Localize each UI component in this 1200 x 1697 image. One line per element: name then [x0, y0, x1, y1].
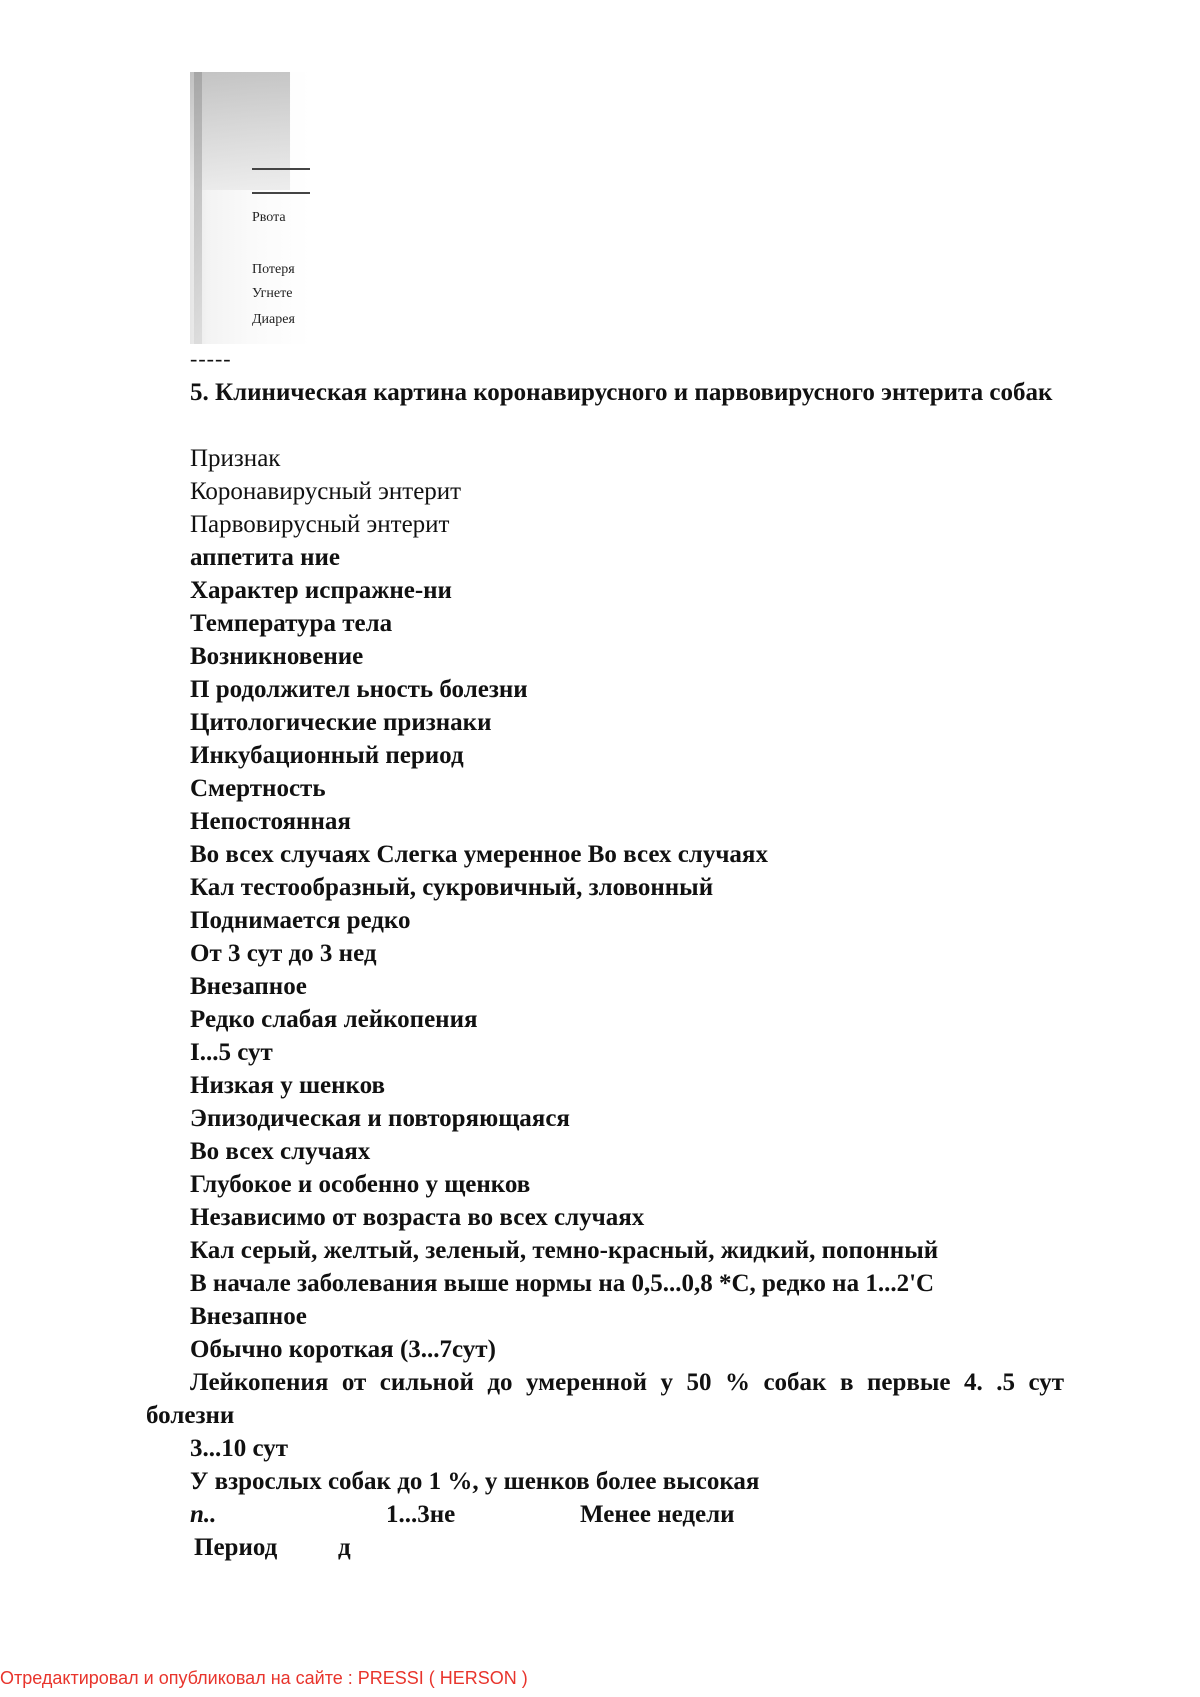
text-line: Коронавирусный энтерит [190, 478, 462, 505]
table-cell: д [338, 1534, 351, 1561]
section-heading: 5. Клиническая картина коронавирусного и парвовирусного энтерита собак [190, 379, 1053, 406]
publisher-footer: Отредактировал и опубликовал на сайте : PRESSI ( HERSON ) [0, 1668, 528, 1688]
text-line: Лейкопения от сильной до умеренной у 50 % собак в первые 4. .5 сут болезни [146, 1369, 1064, 1429]
text-line: В начале заболевания выше нормы на 0,5...0,8 *С, редко на 1...2'С [190, 1270, 935, 1297]
text-line: От 3 сут до 3 нед [190, 940, 377, 967]
text-line: Внезапное [190, 973, 307, 1000]
text-line: П родолжител ьность болезни [190, 676, 528, 703]
table-cell: п.. [190, 1501, 217, 1528]
text-line: Цитологические признаки [190, 709, 492, 736]
scan-shadow [190, 72, 290, 190]
text-line: Низкая у шенков [190, 1072, 386, 1099]
text-line: Температура тела [190, 610, 393, 637]
text-lines [146, 442, 1070, 1564]
text-line: I...5 сут [190, 1039, 273, 1066]
text-line: Непостоянная [190, 808, 351, 835]
scan-edge [194, 72, 202, 344]
separator: ----- [190, 346, 232, 371]
scan-cell: Диарея [252, 312, 295, 327]
table-row [190, 1531, 1070, 1564]
text-line: аппетита ние [190, 544, 340, 571]
text-line: Парвовирусный энтерит [190, 511, 450, 538]
scanned-table-fragment [190, 72, 310, 344]
scan-cell: Потеря [252, 262, 295, 277]
text-line: Во всех случаях Слегка умеренное Во всех случаях [190, 841, 768, 868]
table-cell: 1...3не [386, 1501, 456, 1528]
table-cell: Период [194, 1534, 278, 1561]
text-line: 3...10 сут [190, 1435, 289, 1462]
text-line: У взрослых собак до 1 %, у шенков более высокая [190, 1468, 760, 1495]
text-line: Во всех случаях [190, 1138, 371, 1165]
text-line: Кал серый, желтый, зеленый, темно-красный, жидкий, попонный [190, 1237, 939, 1264]
text-line: Характер испражне-ни [190, 577, 452, 604]
text-line: Обычно короткая (3...7сут) [190, 1336, 496, 1363]
table-rule [252, 192, 310, 194]
text-line: Кал тестообразный, сукровичный, зловонный [190, 874, 714, 901]
scan-cell: Рвота [252, 210, 286, 225]
text-line: Возникновение [190, 643, 364, 670]
table-rule [252, 168, 310, 170]
text-line: Признак [190, 445, 281, 472]
table-row [190, 1498, 1070, 1531]
text-line: Редко слабая лейкопения [190, 1006, 478, 1033]
text-line: Независимо от возраста во всех случаях [190, 1204, 645, 1231]
table-cell: Менее недели [580, 1501, 735, 1528]
text-line: Смертность [190, 775, 326, 802]
text-line: Глубокое и особенно у щенков [190, 1171, 531, 1198]
text-line: Инкубационный период [190, 742, 464, 769]
text-line: Внезапное [190, 1303, 307, 1330]
text-line: Поднимается редко [190, 907, 411, 934]
scan-cell: Угнете [252, 286, 293, 301]
text-line: Эпизодическая и повторяющаяся [190, 1105, 570, 1132]
